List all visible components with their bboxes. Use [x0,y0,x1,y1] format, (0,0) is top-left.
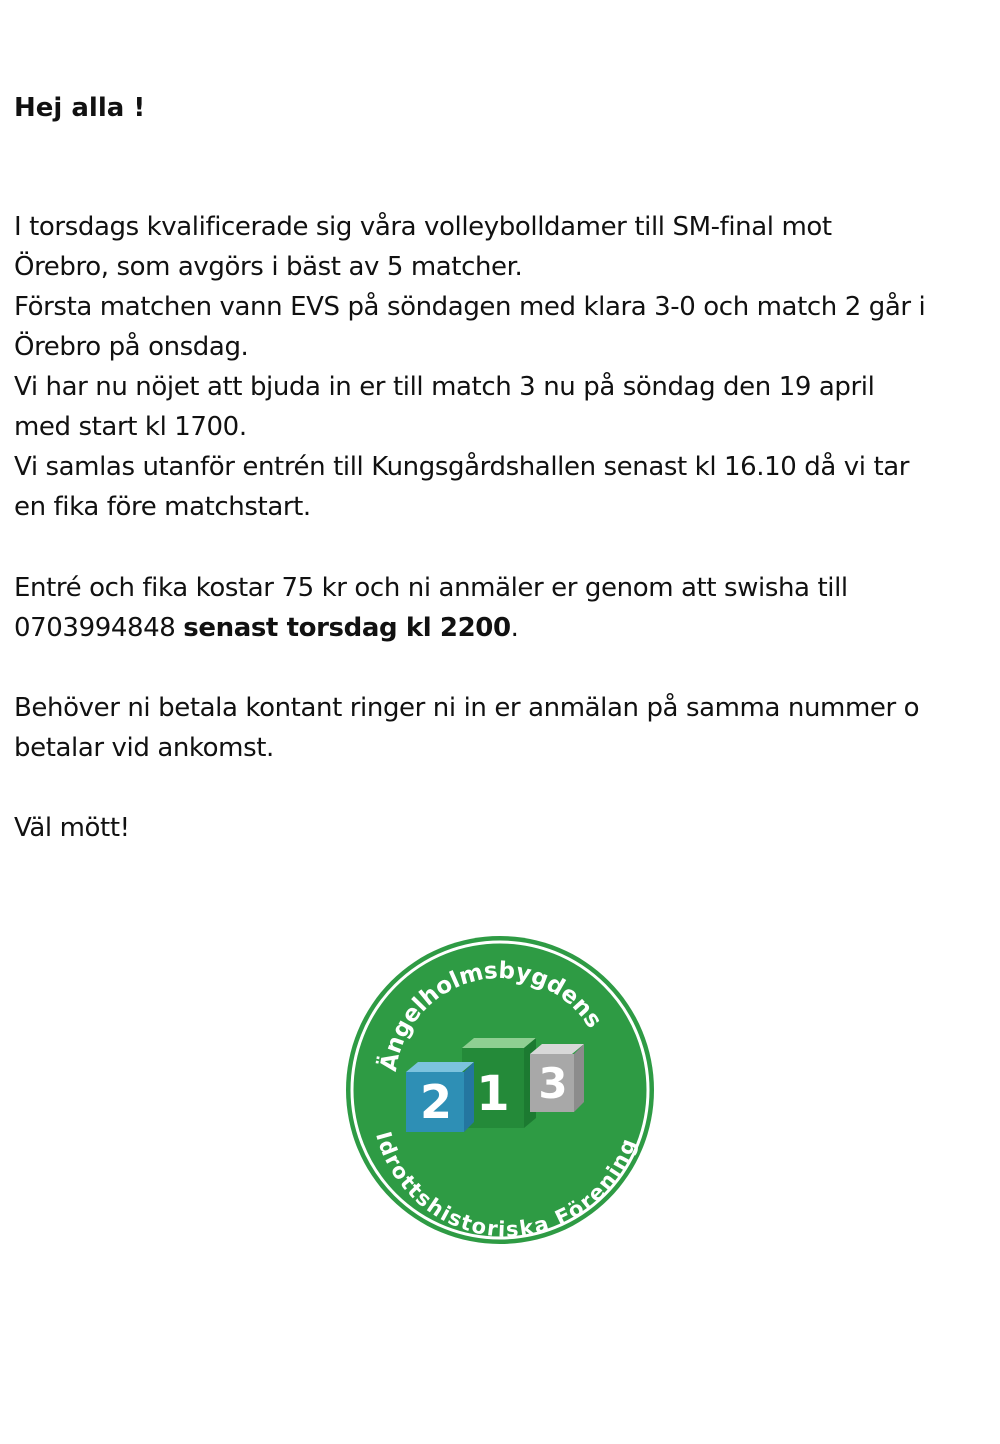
phone-number: 0703994848 [14,613,176,643]
paragraph-cash [14,688,986,768]
paragraph-invitation [14,207,986,527]
period: . [510,613,519,643]
text-line: I torsdags kvalificerade sig våra volleybolldamer till SM-final mot [14,212,832,242]
text-line: Behöver ni betala kontant ringer ni in er anmälan på samma nummer o [14,693,920,723]
closing [14,808,986,848]
deadline: senast torsdag kl 2200 [183,613,511,643]
text-line: Entré och fika kostar 75 kr och ni anmäler er genom att swisha till [14,573,848,603]
logo-top-text: Ängelholmsbygdens [376,957,607,1074]
podium-number-first: 1 [476,1066,510,1122]
podium-number-second: 2 [419,1075,453,1129]
club-logo [340,930,660,1250]
text-line: betalar vid ankomst. [14,733,274,763]
logo-emblem [340,930,660,1250]
text-line: Vi samlas utanför entrén till Kungsgårdshallen senast kl 16.10 då vi tar [14,452,910,482]
greeting: Hej alla ! [14,93,146,123]
podium-block-second [406,1062,474,1132]
text-line: Första matchen vann EVS på söndagen med klara 3-0 och match 2 går i [14,292,926,322]
text-line: Vi har nu nöjet att bjuda in er till match 3 nu på söndag den 19 april [14,372,875,402]
podium-block-third [530,1044,584,1112]
closing-text: Väl mött! [14,813,130,843]
text-line [14,608,986,648]
logo-bottom-text: Idrottshistoriska Förening [371,1129,641,1242]
text-line: Örebro på onsdag. [14,332,249,362]
text-line: Örebro, som avgörs i bäst av 5 matcher. [14,252,523,282]
paragraph-price [14,568,986,648]
podium-number-third: 3 [538,1059,568,1108]
text-line: en fika före matchstart. [14,492,311,522]
text-line: med start kl 1700. [14,412,247,442]
